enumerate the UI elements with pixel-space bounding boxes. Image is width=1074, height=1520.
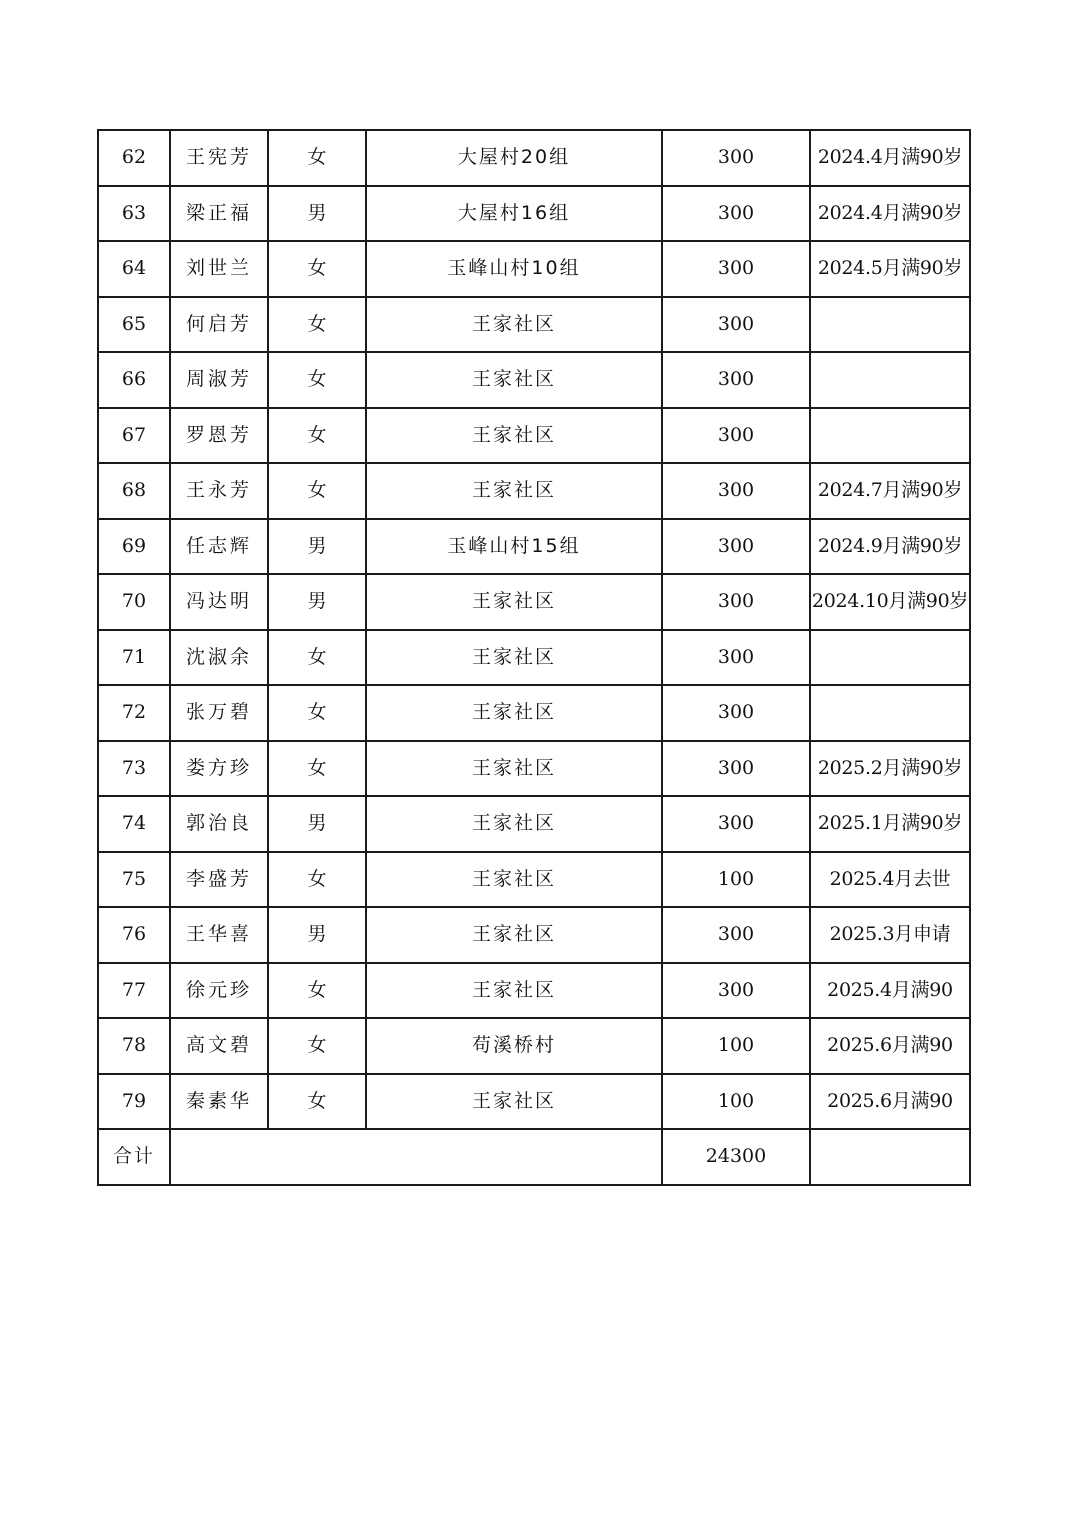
person-sex: 女 — [268, 408, 366, 464]
remark: 2025.6月满90 — [810, 1074, 970, 1130]
total-blank-cell — [170, 1129, 662, 1185]
table-row — [98, 408, 970, 464]
remark: 2025.4月满90 — [810, 963, 970, 1019]
person-address: 大屋村20组 — [366, 130, 662, 186]
remark: 2024.5月满90岁 — [810, 241, 970, 297]
person-name: 沈淑余 — [170, 630, 268, 686]
row-number: 70 — [98, 574, 170, 630]
person-sex: 女 — [268, 463, 366, 519]
subsidy-amount: 300 — [662, 186, 810, 242]
person-sex: 女 — [268, 1018, 366, 1074]
person-name: 郭治良 — [170, 796, 268, 852]
row-number: 74 — [98, 796, 170, 852]
remark — [810, 352, 970, 408]
row-number: 71 — [98, 630, 170, 686]
person-address: 大屋村16组 — [366, 186, 662, 242]
person-sex: 女 — [268, 1074, 366, 1130]
table-row — [98, 241, 970, 297]
subsidy-amount: 100 — [662, 1074, 810, 1130]
person-address: 王家社区 — [366, 741, 662, 797]
subsidy-amount: 300 — [662, 685, 810, 741]
remark: 2025.3月申请 — [810, 907, 970, 963]
table-row — [98, 1074, 970, 1130]
person-sex: 女 — [268, 352, 366, 408]
person-sex: 女 — [268, 963, 366, 1019]
person-address: 王家社区 — [366, 907, 662, 963]
table-row — [98, 186, 970, 242]
subsidy-amount: 300 — [662, 408, 810, 464]
person-address: 王家社区 — [366, 852, 662, 908]
person-name: 娄方珍 — [170, 741, 268, 797]
row-number: 67 — [98, 408, 170, 464]
table-row — [98, 574, 970, 630]
person-name: 刘世兰 — [170, 241, 268, 297]
subsidy-amount: 300 — [662, 741, 810, 797]
row-number: 65 — [98, 297, 170, 353]
row-number: 63 — [98, 186, 170, 242]
roster-table — [97, 129, 971, 1186]
table-row — [98, 130, 970, 186]
remark: 2024.4月满90岁 — [810, 186, 970, 242]
person-name: 徐元珍 — [170, 963, 268, 1019]
remark — [810, 685, 970, 741]
person-sex: 男 — [268, 186, 366, 242]
table-row — [98, 297, 970, 353]
subsidy-amount: 300 — [662, 963, 810, 1019]
person-address: 王家社区 — [366, 1074, 662, 1130]
person-name: 罗恩芳 — [170, 408, 268, 464]
person-name: 梁正福 — [170, 186, 268, 242]
remark: 2024.10月满90岁 — [810, 574, 970, 630]
person-name: 任志辉 — [170, 519, 268, 575]
table-row — [98, 963, 970, 1019]
person-name: 李盛芳 — [170, 852, 268, 908]
row-number: 78 — [98, 1018, 170, 1074]
person-address: 王家社区 — [366, 463, 662, 519]
subsidy-amount: 300 — [662, 519, 810, 575]
remark: 2024.9月满90岁 — [810, 519, 970, 575]
row-number: 68 — [98, 463, 170, 519]
person-name: 王华喜 — [170, 907, 268, 963]
total-label: 合计 — [98, 1129, 170, 1185]
remark: 2025.6月满90 — [810, 1018, 970, 1074]
remark: 2025.2月满90岁 — [810, 741, 970, 797]
person-name: 高文碧 — [170, 1018, 268, 1074]
person-sex: 女 — [268, 741, 366, 797]
remark: 2024.7月满90岁 — [810, 463, 970, 519]
person-sex: 男 — [268, 574, 366, 630]
person-address: 王家社区 — [366, 796, 662, 852]
person-address: 王家社区 — [366, 352, 662, 408]
table-row — [98, 519, 970, 575]
person-address: 王家社区 — [366, 408, 662, 464]
table-row — [98, 852, 970, 908]
table-row — [98, 630, 970, 686]
person-address: 苟溪桥村 — [366, 1018, 662, 1074]
person-sex: 女 — [268, 852, 366, 908]
table-row — [98, 741, 970, 797]
subsidy-amount: 300 — [662, 297, 810, 353]
person-address: 王家社区 — [366, 963, 662, 1019]
table-row — [98, 685, 970, 741]
person-address: 玉峰山村10组 — [366, 241, 662, 297]
person-sex: 女 — [268, 630, 366, 686]
remark: 2025.1月满90岁 — [810, 796, 970, 852]
subsidy-amount: 300 — [662, 574, 810, 630]
subsidy-amount: 300 — [662, 463, 810, 519]
table-row — [98, 796, 970, 852]
remark: 2024.4月满90岁 — [810, 130, 970, 186]
row-number: 79 — [98, 1074, 170, 1130]
person-name: 王永芳 — [170, 463, 268, 519]
person-address: 玉峰山村15组 — [366, 519, 662, 575]
person-sex: 男 — [268, 519, 366, 575]
person-sex: 男 — [268, 907, 366, 963]
subsidy-amount: 300 — [662, 630, 810, 686]
row-number: 66 — [98, 352, 170, 408]
row-number: 77 — [98, 963, 170, 1019]
total-amount: 24300 — [662, 1129, 810, 1185]
person-sex: 女 — [268, 685, 366, 741]
remark — [810, 297, 970, 353]
subsidy-amount: 300 — [662, 352, 810, 408]
person-name: 周淑芳 — [170, 352, 268, 408]
person-name: 张万碧 — [170, 685, 268, 741]
person-sex: 男 — [268, 796, 366, 852]
row-number: 75 — [98, 852, 170, 908]
person-name: 秦素华 — [170, 1074, 268, 1130]
subsidy-amount: 300 — [662, 907, 810, 963]
total-note-cell — [810, 1129, 970, 1185]
person-sex: 女 — [268, 297, 366, 353]
remark — [810, 408, 970, 464]
remark — [810, 630, 970, 686]
table-row — [98, 463, 970, 519]
roster-table-body — [98, 130, 970, 1185]
table-row — [98, 1018, 970, 1074]
row-number: 62 — [98, 130, 170, 186]
subsidy-amount: 300 — [662, 796, 810, 852]
row-number: 64 — [98, 241, 170, 297]
remark: 2025.4月去世 — [810, 852, 970, 908]
person-address: 王家社区 — [366, 685, 662, 741]
person-name: 冯达明 — [170, 574, 268, 630]
row-number: 69 — [98, 519, 170, 575]
person-sex: 女 — [268, 241, 366, 297]
subsidy-amount: 300 — [662, 241, 810, 297]
row-number: 76 — [98, 907, 170, 963]
subsidy-amount: 100 — [662, 852, 810, 908]
table-row — [98, 352, 970, 408]
total-row — [98, 1129, 970, 1185]
subsidy-amount: 300 — [662, 130, 810, 186]
person-address: 王家社区 — [366, 630, 662, 686]
person-address: 王家社区 — [366, 297, 662, 353]
subsidy-amount: 100 — [662, 1018, 810, 1074]
person-address: 王家社区 — [366, 574, 662, 630]
row-number: 73 — [98, 741, 170, 797]
person-name: 王宪芳 — [170, 130, 268, 186]
row-number: 72 — [98, 685, 170, 741]
person-name: 何启芳 — [170, 297, 268, 353]
person-sex: 女 — [268, 130, 366, 186]
table-row — [98, 907, 970, 963]
